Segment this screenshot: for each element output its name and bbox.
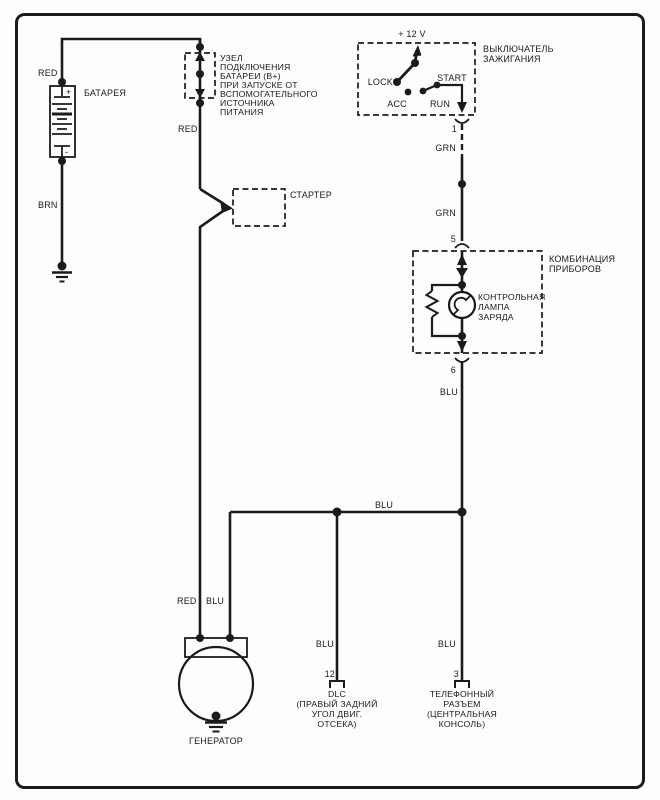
svg-text:БАТАРЕИ (B+): БАТАРЕИ (B+) (220, 71, 281, 81)
generator-label: ГЕНЕРАТОР (189, 736, 243, 746)
svg-text:ОТСЕКА): ОТСЕКА) (317, 719, 357, 729)
position-label: RUN (429, 99, 451, 109)
wire-color-label: GRN (435, 208, 456, 218)
generator (177, 596, 253, 746)
svg-text:КОНСОЛЬ): КОНСОЛЬ) (438, 719, 486, 729)
resistor-icon (427, 291, 438, 317)
wire-color-label: BLU (315, 639, 334, 649)
connector-end-icon (455, 681, 469, 688)
instrument-cluster (413, 251, 615, 375)
starter-label: СТАРТЕР (290, 190, 332, 200)
battery-symbol (50, 78, 75, 165)
position-label: LOCK (367, 77, 393, 87)
arrow-up-icon (457, 254, 467, 265)
svg-text:ЗАЖИГАНИЯ: ЗАЖИГАНИЯ (483, 54, 541, 64)
lock-contact-dot (393, 78, 401, 86)
dlc-label (296, 689, 377, 729)
wire-color-label: RED (177, 596, 197, 606)
svg-text:КОНТРОЛЬНАЯ: КОНТРОЛЬНАЯ (478, 292, 546, 302)
charge-lamp-icon (449, 292, 475, 318)
svg-text:ЛАМПА: ЛАМПА (478, 302, 510, 312)
main-feed-wire-lower (200, 211, 223, 638)
pivot-dot (411, 59, 419, 67)
ignition-switch (358, 29, 554, 115)
jump-start-node (178, 39, 318, 189)
ground-icon (52, 262, 72, 282)
starter-tap (200, 189, 332, 638)
arrow-up-icon (413, 45, 422, 57)
svg-text:ПРИБОРОВ: ПРИБОРОВ (549, 264, 602, 274)
svg-text:УГОЛ ДВИГ.: УГОЛ ДВИГ. (311, 709, 363, 719)
wire-color-label: RED (178, 124, 198, 134)
svg-text:РАЗЪЕМ: РАЗЪЕМ (443, 699, 481, 709)
battery-plus-sign: + (66, 87, 72, 97)
diode-icon (456, 268, 468, 278)
blu-bus (230, 361, 467, 681)
generator-body (179, 647, 253, 721)
pin-number: 12 (324, 669, 335, 679)
svg-text:DLC: DLC (328, 689, 346, 699)
junction-dot (458, 508, 467, 517)
arrow-down-icon (195, 89, 205, 98)
dlc-connector (296, 512, 377, 729)
power-source-label: + 12 V (398, 29, 426, 39)
battery-label: БАТАРЕЯ (84, 88, 127, 98)
wire-color-label: BLU (437, 639, 456, 649)
junction-dot (458, 332, 466, 340)
starter-dashed-box (233, 189, 285, 226)
battery-minus-sign: - (65, 147, 69, 157)
position-label: ACC (387, 99, 407, 109)
svg-text:ПИТАНИЯ: ПИТАНИЯ (220, 107, 264, 117)
pin-number: 1 (451, 124, 457, 134)
cluster-title (549, 254, 615, 274)
svg-text:(ПРАВЫЙ ЗАДНИЙ: (ПРАВЫЙ ЗАДНИЙ (296, 699, 378, 709)
svg-text:(ЦЕНТРАЛЬНАЯ: (ЦЕНТРАЛЬНАЯ (426, 709, 498, 719)
position-label: START (437, 73, 467, 83)
charge-lamp-label (478, 292, 546, 322)
wire-color-label: RED (38, 68, 58, 78)
ignition-title (483, 44, 554, 64)
wire-color-label: BRN (38, 200, 58, 210)
grn-wire-run (435, 119, 469, 248)
ground-icon (205, 712, 227, 732)
svg-text:ЗАРЯДА: ЗАРЯДА (478, 312, 514, 322)
connector-icon (455, 119, 469, 123)
battery-branch (38, 39, 200, 282)
phone-label (427, 688, 497, 729)
pin-number: 6 (450, 365, 456, 375)
wire-color-label: BLU (439, 387, 458, 397)
acc-contact-dot (405, 89, 412, 96)
pin-number: 5 (450, 234, 456, 244)
arrow-down-icon (457, 341, 467, 352)
svg-text:ПОДКЛЮЧЕНИЯ: ПОДКЛЮЧЕНИЯ (220, 62, 291, 72)
svg-text:ПРИ ЗАПУСКЕ ОТ: ПРИ ЗАПУСКЕ ОТ (220, 80, 298, 90)
svg-text:ВСПОМОГАТЕЛЬНОГО: ВСПОМОГАТЕЛЬНОГО (220, 89, 318, 99)
svg-text:КОМБИНАЦИЯ: КОМБИНАЦИЯ (549, 254, 616, 264)
wire-color-label: GRN (435, 143, 456, 153)
svg-text:ТЕЛЕФОННЫЙ: ТЕЛЕФОННЫЙ (429, 689, 495, 699)
svg-text:ВЫКЛЮЧАТЕЛЬ: ВЫКЛЮЧАТЕЛЬ (483, 44, 554, 54)
svg-text:УЗЕЛ: УЗЕЛ (220, 53, 243, 63)
connector-end-icon (330, 681, 344, 688)
junction-dot (196, 43, 204, 51)
connector-icon (455, 244, 469, 248)
terminal-dot (58, 78, 66, 86)
svg-text:ИСТОЧНИКА: ИСТОЧНИКА (220, 98, 275, 108)
wire-color-label: BLU (206, 596, 225, 606)
junction-dot (196, 99, 204, 107)
arrow-down-icon (457, 102, 467, 113)
junction-dot (458, 180, 466, 188)
jump-node-label (220, 53, 318, 117)
battery-positive-wire (62, 39, 200, 82)
junction-dot (196, 70, 204, 78)
wire-color-label: BLU (374, 500, 394, 510)
pin-number: 3 (453, 669, 459, 679)
